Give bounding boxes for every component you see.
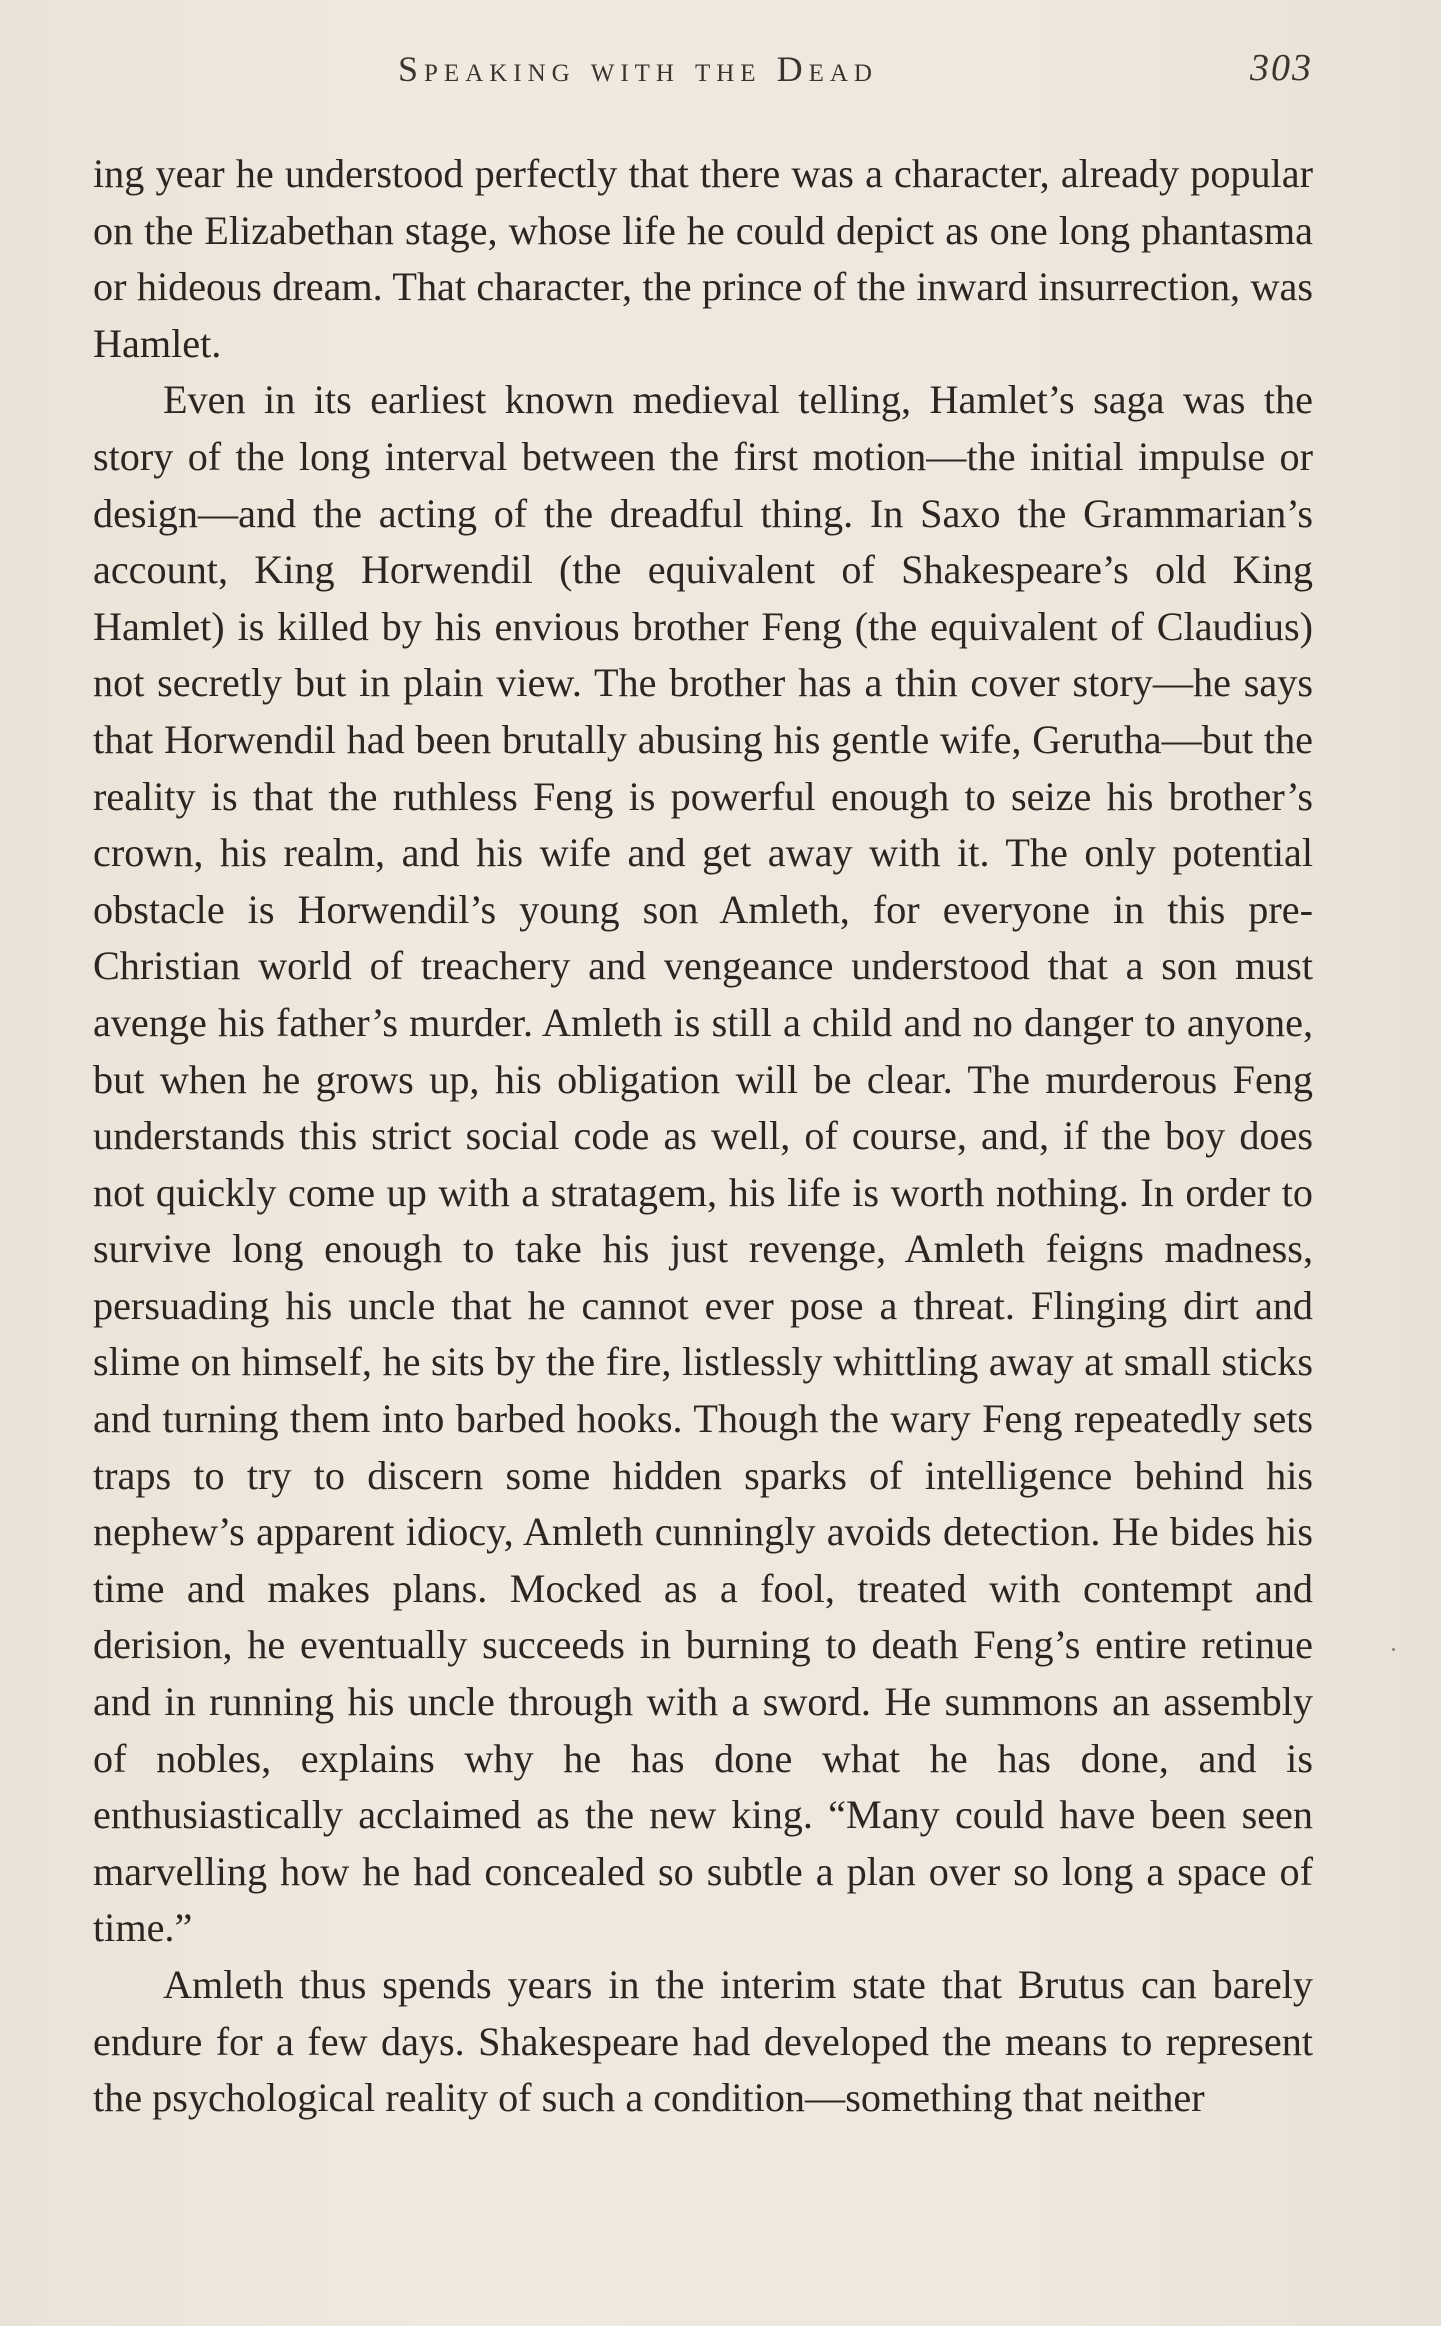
running-title: Speaking with the Dead bbox=[398, 49, 878, 89]
paragraph-amleth-interim: Amleth thus spends years in the interim state that Brutus can barely endure for a few days. Shakespeare had developed the means to represent the psychological reality of such a condition—something that neither bbox=[93, 1962, 1313, 2121]
paragraph-saxo-account: Even in its earliest known medieval telling, Hamlet’s saga was the story of the long interval between the first motion—the initial impulse or design—and the acting of the dreadful thing. In Saxo the Grammarian’s account, King Horwendil (the equivalent of Shakespeare’s old King Hamlet) is killed by his envious brother Feng (the equivalent of Claudius) not secretly but in plain view. The brother has a thin cover story—he says that Horwendil had been brutally abusing his gentle wife, Gerutha—but the reality is that the ruthless Feng is powerful enough to seize his brother’s crown, his realm, and his wife and get away with it. The only potential obstacle is Horwendil’s young son Amleth, for everyone in this pre-Christian world of treachery and vengeance understood that a son must avenge his father’s murder. Amleth is still a child and no danger to anyone, but when he grows up, his obligation will be clear. The murderous Feng understands this strict social code as well, of course, and, if the boy does not quickly come up with a stratagem, his life is worth nothing. In order to survive long enough to take his just revenge, Amleth feigns madness, persuading his uncle that he cannot ever pose a threat. Flinging dirt and slime on himself, he sits by the fire, listlessly whittling away at small sticks and turning them into barbed hooks. Though the wary Feng repeatedly sets traps to try to discern some hidden sparks of intelligence behind his nephew’s apparent idiocy, Amleth cunningly avoids detection. He bides his time and makes plans. Mocked as a fool, treated with contempt and derision, he eventually succeeds in burning to death Feng’s entire retinue and in running his uncle through with a sword. He summons an assembly of nobles, explains why he has done what he has done, and is enthusiastically acclaimed as the new king. “Many could have been seen marvelling how he had concealed so subtle a plan over so long a space of time.” bbox=[93, 377, 1313, 1951]
margin-speck bbox=[1392, 1648, 1395, 1651]
page-number: 303 bbox=[1250, 47, 1313, 89]
body-text bbox=[93, 146, 1313, 2127]
paragraph-continued: ing year he understood perfectly that there was a character, already popular on the Elizabethan stage, whose life he could depict as one long phantasma or hideous dream. That character, the prince of the inward insurrection, was Hamlet. bbox=[93, 151, 1313, 366]
running-head bbox=[0, 44, 1441, 96]
